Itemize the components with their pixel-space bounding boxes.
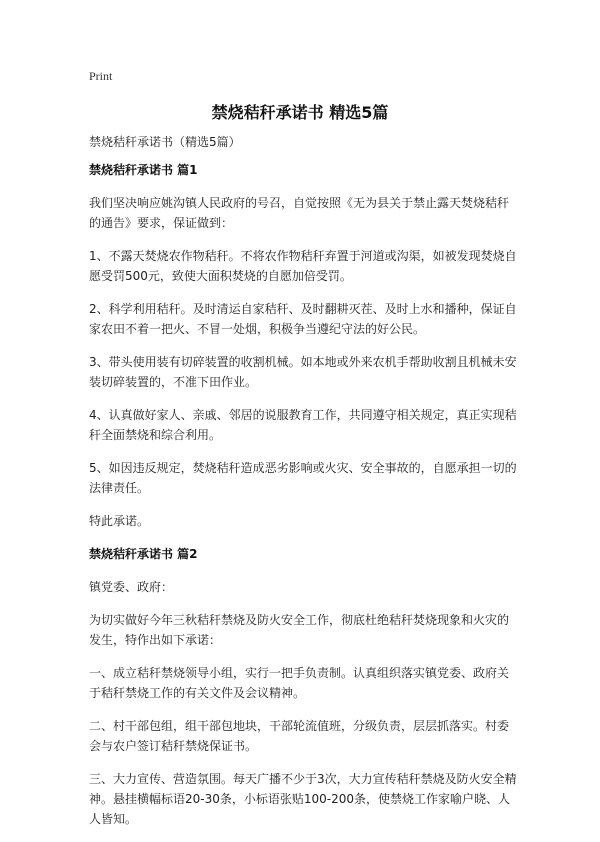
paragraph: 我们坚决响应姚沟镇人民政府的号召，自觉按照《无为县关于禁止露天焚烧秸秆的通告》要求，保证做到： [89,196,510,230]
paragraph: 特此承诺。 [89,514,150,528]
paragraph: 一、成立秸秆禁烧领导小组，实行一把手负责制。认真组织落实镇党委、政府关于秸秆禁烧工作的有关文件及会议精神。 [89,666,510,700]
paragraph: 镇党委、政府： [89,580,174,594]
paragraph: 4、认真做好家人、亲戚、邻居的说服教育工作，共同遵守相关规定，真正实现秸秆全面禁烧和综合利用。 [89,408,517,442]
section-2 [89,544,517,829]
section-heading: 禁烧秸秆承诺书 篇2 [89,547,198,561]
paragraph: 三、大力宣传、营造氛围。每天广播不少于3次，大力宣传秸秆禁烧及防火安全精神。悬挂横幅标语20-30条，小标语张贴100-200条，使禁烧工作家喻户晓、人人皆知。 [89,772,517,826]
paragraph: 5、如因违反规定，焚烧秸秆造成恶劣影响或火灾、安全事故的，自愿承担一切的法律责任。 [89,461,517,495]
print-label: Print [89,69,113,83]
document-subtitle: 禁烧秸秆承诺书（精选5篇） [89,135,241,149]
paragraph: 二、村干部包组，组干部包地块，干部轮流值班，分级负责，层层抓落实。村委会与农户签订秸秆禁烧保证书。 [89,719,510,753]
paragraph: 3、带头使用装有切碎装置的收割机械。如本地或外来农机手帮助收割且机械未安装切碎装置的，不准下田作业。 [89,355,517,389]
section-1 [89,160,517,531]
document-title: 禁烧秸秆承诺书 精选5篇 [211,103,389,122]
paragraph: 1、不露天焚烧农作物秸秆。不将农作物秸秆弃置于河道或沟渠，如被发现焚烧自愿受罚500元，致使大面积焚烧的自愿加倍受罚。 [89,249,517,283]
paragraph: 为切实做好今年三秋秸秆禁烧及防火安全工作，彻底杜绝秸秆焚烧现象和火灾的发生，特作出如下承诺： [89,613,510,647]
paragraph: 2、科学利用秸秆。及时清运自家秸秆、及时翻耕灭茬、及时上水和播种，保证自家农田不着一把火、不冒一处烟，积极争当遵纪守法的好公民。 [89,302,517,336]
document-body [89,132,517,842]
section-heading: 禁烧秸秆承诺书 篇1 [89,163,198,177]
